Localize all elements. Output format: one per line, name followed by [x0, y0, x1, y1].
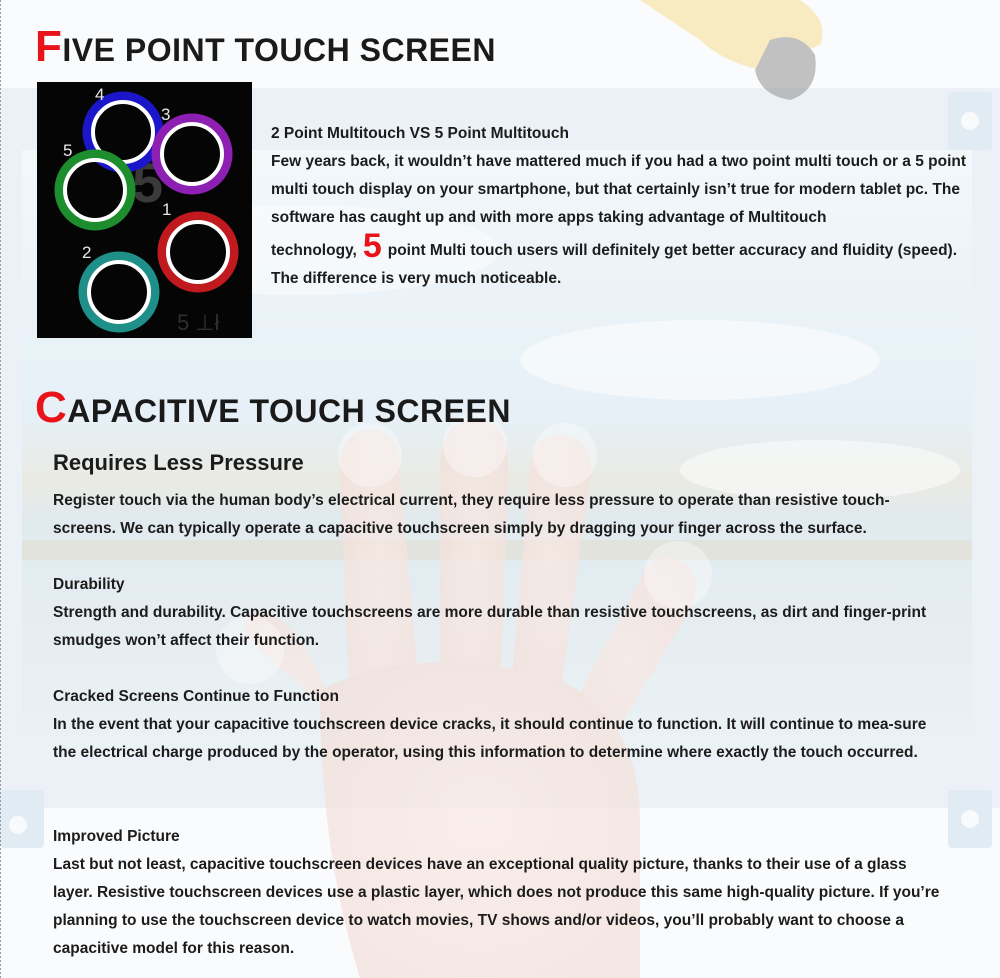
- five-point-subtitle: 2 Point Multitouch VS 5 Point Multitouch: [271, 125, 569, 142]
- requires-less-pressure-title: Requires Less Pressure: [53, 450, 304, 475]
- heading-initial: C: [35, 383, 68, 432]
- capacitive-heading: [35, 383, 511, 433]
- five-point-heading: [35, 22, 496, 72]
- touch-point-number: 2: [82, 243, 92, 262]
- heading-initial: F: [35, 22, 63, 71]
- highlight-number: 5: [362, 227, 382, 265]
- durability-text: Strength and durability. Capacitive touchscreens are more durable than resistive touchscreens, as dirt and finger-print smudges won’t affect their function.: [53, 604, 927, 649]
- svg-text:5 ⊥ł: 5 ⊥ł: [177, 310, 220, 335]
- touch-point-number: 3: [161, 105, 171, 124]
- five-point-text-after: point Multi touch users will definitely get better accuracy and fluidity (speed). The difference is very much noticeable.: [271, 242, 958, 287]
- improved-picture-section: [53, 823, 943, 963]
- five-point-text-before: Few years back, it wouldn’t have mattered much if you had a two point multi touch or a 5 point multi touch display on your smartphone, but that certainly isn’t true for modern tablet pc. The software has caught up and with more apps taking advantage of Multitouch technology,: [271, 153, 967, 259]
- heading-rest: APACITIVE TOUCH SCREEN: [67, 393, 511, 429]
- touch-point-number: 5: [63, 141, 73, 160]
- cracked-screens-section: [53, 683, 933, 767]
- touch-point-number: 4: [95, 85, 105, 104]
- durability-title: Durability: [53, 576, 125, 593]
- touch-point-number: 1: [162, 200, 172, 219]
- cracked-screens-title: Cracked Screens Continue to Function: [53, 688, 339, 705]
- five-point-touch-image: [37, 82, 252, 338]
- requires-less-pressure-text: Register touch via the human body’s electrical current, they require less pressure to operate than resistive touch-screens. We can typically operate a capacitive touchscreen simply by dragging your finger across the surface.: [53, 492, 890, 537]
- svg-text:5: 5: [132, 151, 164, 214]
- durability-section: [53, 571, 933, 655]
- cracked-screens-text: In the event that your capacitive touchscreen device cracks, it should continue to function. It will continue to mea-sure the electrical charge produced by the operator, using this information to determine where exactly the touch occurred.: [53, 716, 927, 761]
- improved-picture-text: Last but not least, capacitive touchscreen devices have an exceptional quality picture, thanks to their use of a glass layer. Resistive touchscreen devices use a plastic layer, which does not produce this same high-quality picture. If you’re planning to use the touchscreen device to watch movies, TV shows and/or videos, you’ll probably want to choose a capacitive model for this reason.: [53, 856, 940, 957]
- five-point-paragraph: [271, 120, 971, 293]
- heading-rest: IVE POINT TOUCH SCREEN: [62, 32, 496, 68]
- improved-picture-title: Improved Picture: [53, 828, 180, 845]
